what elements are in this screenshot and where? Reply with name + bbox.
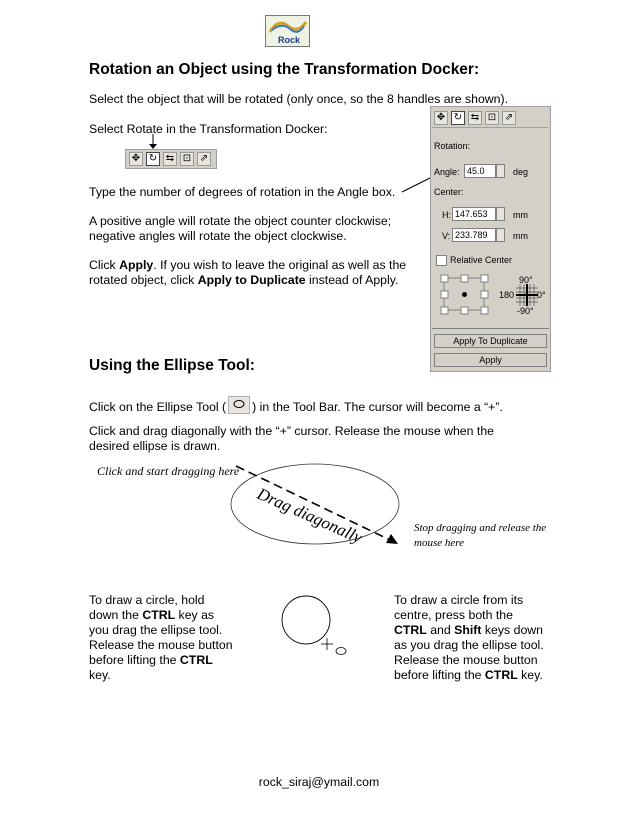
text: before lifting the — [394, 668, 485, 682]
deg-90-label: 90° — [519, 275, 533, 285]
right-col-line4: as you drag the ellipse tool. — [394, 638, 544, 652]
bold-text: CTRL — [394, 623, 427, 637]
annotation-start-dragging: Click and start dragging here — [97, 464, 240, 478]
paragraph-apply-duplicate — [89, 273, 398, 288]
apply-button[interactable]: Apply — [434, 353, 547, 367]
bold-text: CTRL — [179, 653, 213, 667]
text: Click on the Ellipse Tool ( — [89, 400, 227, 414]
bold-text: CTRL — [484, 668, 518, 682]
logo — [265, 15, 310, 47]
rotate-arrow-icon — [148, 134, 158, 150]
logo-graphic-icon — [266, 16, 309, 36]
size-icon: ⊡ — [180, 152, 194, 166]
right-col-line3 — [394, 623, 543, 638]
angle-input[interactable]: 45.0 — [464, 164, 496, 178]
h-input[interactable]: 147.653 — [452, 207, 496, 221]
circle-illustration — [278, 592, 350, 658]
annotation-stop-dragging-2: mouse here — [414, 537, 464, 549]
text: key. — [517, 668, 543, 682]
paragraph-select-object: Select the object that will be rotated (only once, so the 8 handles are shown). — [89, 92, 509, 106]
scale-tab-icon[interactable]: ⇆ — [468, 111, 482, 125]
left-col-line1: To draw a circle, hold — [89, 593, 205, 607]
size-tab-icon[interactable]: ⊡ — [485, 111, 499, 125]
v-unit: mm — [513, 231, 528, 241]
bold-text: Apply — [119, 258, 154, 272]
text: rotated object, click — [89, 273, 198, 287]
skew-tab-icon[interactable]: ⇗ — [502, 111, 516, 125]
rotate-tab-icon[interactable]: ↻ — [451, 111, 465, 125]
docker-toolbar — [432, 109, 548, 128]
left-col-line6: key. — [89, 668, 111, 682]
deg-0-label: 0° — [537, 290, 546, 300]
section-title-ellipse: Using the Ellipse Tool: — [89, 357, 255, 374]
position-icon: ✥ — [129, 152, 143, 166]
logo-text: Rock — [278, 35, 301, 45]
paragraph-click-ellipse-tool — [89, 396, 503, 415]
position-tab-icon[interactable]: ✥ — [434, 111, 448, 125]
anchor-grid[interactable] — [439, 273, 495, 317]
text: and — [426, 623, 455, 637]
scale-icon: ⇆ — [163, 152, 177, 166]
paragraph-click-drag-2: desired ellipse is drawn. — [89, 439, 221, 453]
section-title-rotation: Rotation an Object using the Transformation Docker: — [89, 61, 480, 78]
right-col-line1: To draw a circle from its — [394, 593, 524, 607]
paragraph-negative-angle: negative angles will rotate the object clockwise. — [89, 229, 347, 243]
docker-divider — [432, 328, 549, 329]
annotation-drag-diagonally: Drag diagonally — [254, 484, 366, 548]
text: . If you wish to leave the original as well as the — [153, 258, 407, 272]
paragraph-select-rotate: Select Rotate in the Transformation Docker: — [89, 122, 328, 136]
angle-label: Angle: — [434, 167, 460, 177]
paragraph-click-apply — [89, 258, 406, 273]
skew-icon: ⇗ — [197, 152, 211, 166]
apply-to-duplicate-button[interactable]: Apply To Duplicate — [434, 334, 547, 348]
annotation-stop-dragging-1: Stop dragging and release the — [414, 522, 547, 534]
transformation-docker — [430, 106, 551, 372]
paragraph-type-angle: Type the number of degrees of rotation in the Angle box. — [89, 185, 396, 199]
paragraph-click-drag-1: Click and drag diagonally with the “+” cursor. Release the mouse when the — [89, 424, 494, 438]
bold-text: Shift — [454, 623, 482, 637]
docker-toolbar-example — [125, 149, 217, 169]
text: ) in the Tool Bar. The cursor will become a “+”. — [252, 400, 503, 414]
bold-text: CTRL — [142, 608, 176, 622]
relative-center-label: Relative Center — [450, 255, 513, 265]
ellipse-tool-icon — [228, 396, 250, 414]
right-col-line5: Release the mouse button — [394, 653, 538, 667]
center-label: Center: — [434, 187, 464, 197]
left-col-line2 — [89, 608, 214, 623]
text: before lifting the — [89, 653, 180, 667]
h-label: H: — [442, 210, 451, 220]
h-unit: mm — [513, 210, 528, 220]
text: keys down — [481, 623, 543, 637]
rotate-icon: ↻ — [146, 152, 160, 166]
right-col-line6 — [394, 668, 543, 683]
compass-grid-icon — [516, 284, 538, 306]
v-label: V: — [442, 231, 451, 241]
paragraph-positive-angle: A positive angle will rotate the object counter clockwise; — [89, 214, 392, 228]
angle-spinner[interactable] — [496, 164, 505, 178]
deg-180-label: 180 — [499, 290, 515, 300]
left-col-line4: Release the mouse button — [89, 638, 233, 652]
relative-center-checkbox[interactable] — [436, 255, 447, 266]
v-input[interactable]: 233.789 — [452, 228, 496, 242]
left-col-line3: you drag the ellipse tool. — [89, 623, 223, 637]
right-col-line2: centre, press both the — [394, 608, 513, 622]
text: Click — [89, 258, 120, 272]
v-spinner[interactable] — [496, 228, 505, 242]
rotation-label: Rotation: — [434, 141, 471, 151]
text: key as — [175, 608, 215, 622]
bold-text: Apply to Duplicate — [197, 273, 306, 287]
angle-unit: deg — [513, 167, 529, 177]
footer-email: rock_siraj@ymail.com — [258, 775, 380, 789]
text: instead of Apply. — [305, 273, 399, 287]
text: down the — [89, 608, 143, 622]
left-col-line5 — [89, 653, 213, 668]
deg-neg-90-label: -90° — [517, 306, 534, 316]
h-spinner[interactable] — [496, 207, 505, 221]
